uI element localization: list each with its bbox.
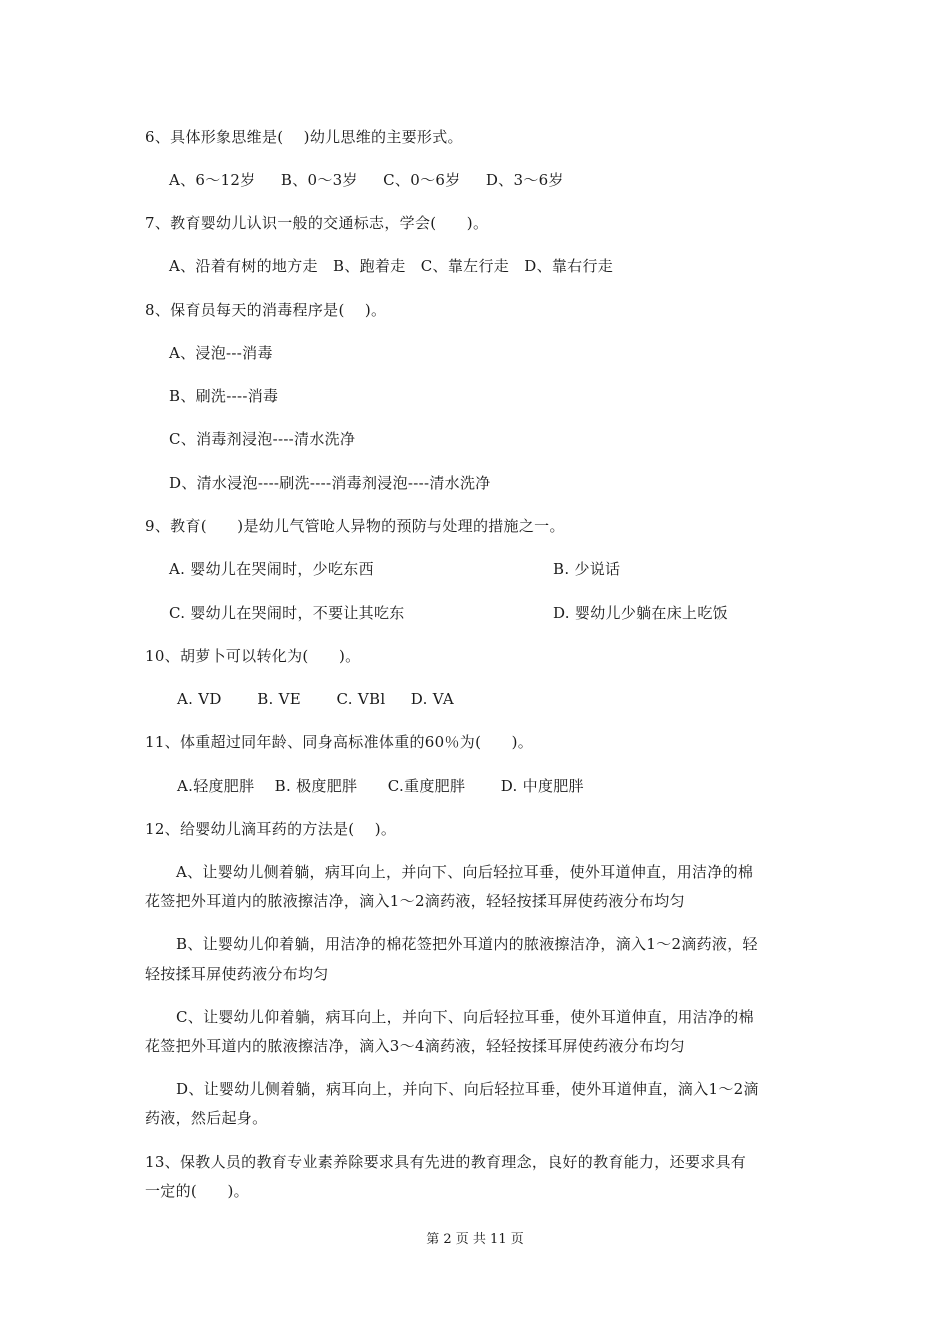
question-8-option-c: C、消毒剂浸泡----清水洗净 [169,430,356,448]
question-11-options: A.轻度肥胖 B. 极度肥胖 C.重度肥胖 D. 中度肥胖 [177,777,584,795]
question-6-stem: 6、具体形象思维是( )幼儿思维的主要形式。 [145,128,463,146]
question-8-option-a: A、浸泡---消毒 [169,344,273,362]
question-8-stem: 8、保育员每天的消毒程序是( )。 [145,301,387,319]
question-12-option-b-line1: B、让婴幼儿仰着躺，用洁净的棉花签把外耳道内的脓液擦洁净，滴入1～2滴药液，轻 [176,935,758,953]
question-7-stem: 7、教育婴幼儿认识一般的交通标志，学会( )。 [145,214,489,232]
question-9-option-c: C. 婴幼儿在哭闹时，不要让其吃东 [169,604,405,622]
page-footer: 第 2 页 共 11 页 [426,1232,524,1247]
question-12-option-c-line2: 花签把外耳道内的脓液擦洁净，滴入3～4滴药液，轻轻按揉耳屏使药液分布均匀 [145,1037,685,1055]
question-12-stem: 12、给婴幼儿滴耳药的方法是( )。 [145,820,397,838]
question-12-option-d-line2: 药液，然后起身。 [145,1109,268,1127]
question-12-option-a-line2: 花签把外耳道内的脓液擦洁净，滴入1～2滴药液，轻轻按揉耳屏使药液分布均匀 [145,892,685,910]
question-8-option-b: B、刷洗----消毒 [169,387,279,405]
question-9-option-a: A. 婴幼儿在哭闹时，少吃东西 [169,560,374,578]
question-8-option-d: D、清水浸泡----刷洗----消毒剂浸泡----清水洗净 [169,474,491,492]
question-12-option-d-line1: D、让婴幼儿侧着躺，病耳向上，并向下、向后轻拉耳垂，使外耳道伸直，滴入1～2滴 [176,1080,759,1098]
question-10-options: A. VD B. VE C. VBl D. VA [177,690,454,708]
question-12-option-c-line1: C、让婴幼儿仰着躺，病耳向上，并向下、向后轻拉耳垂，使外耳道伸直，用洁净的棉 [176,1008,754,1026]
question-12-option-b-line2: 轻按揉耳屏使药液分布均匀 [145,965,329,983]
question-12-option-a-line1: A、让婴幼儿侧着躺，病耳向上，并向下、向后轻拉耳垂，使外耳道伸直，用洁净的棉 [176,863,754,881]
question-9-option-b: B. 少说话 [553,560,621,578]
question-13-stem-line2: 一定的( )。 [145,1182,249,1200]
question-9-stem: 9、教育( )是幼儿气管呛人异物的预防与处理的措施之一。 [145,517,565,535]
question-7-options: A、沿着有树的地方走 B、跑着走 C、靠左行走 D、靠右行走 [169,257,614,275]
question-13-stem-line1: 13、保教人员的教育专业素养除要求具有先进的教育理念，良好的教育能力，还要求具有 [145,1153,747,1171]
question-11-stem: 11、体重超过同年龄、同身高标准体重的60％为( )。 [145,733,534,751]
question-9-option-d: D. 婴幼儿少躺在床上吃饭 [553,604,728,622]
question-6-options: A、6～12岁 B、0～3岁 C、0～6岁 D、3～6岁 [169,171,564,189]
question-10-stem: 10、胡萝卜可以转化为( )。 [145,647,361,665]
